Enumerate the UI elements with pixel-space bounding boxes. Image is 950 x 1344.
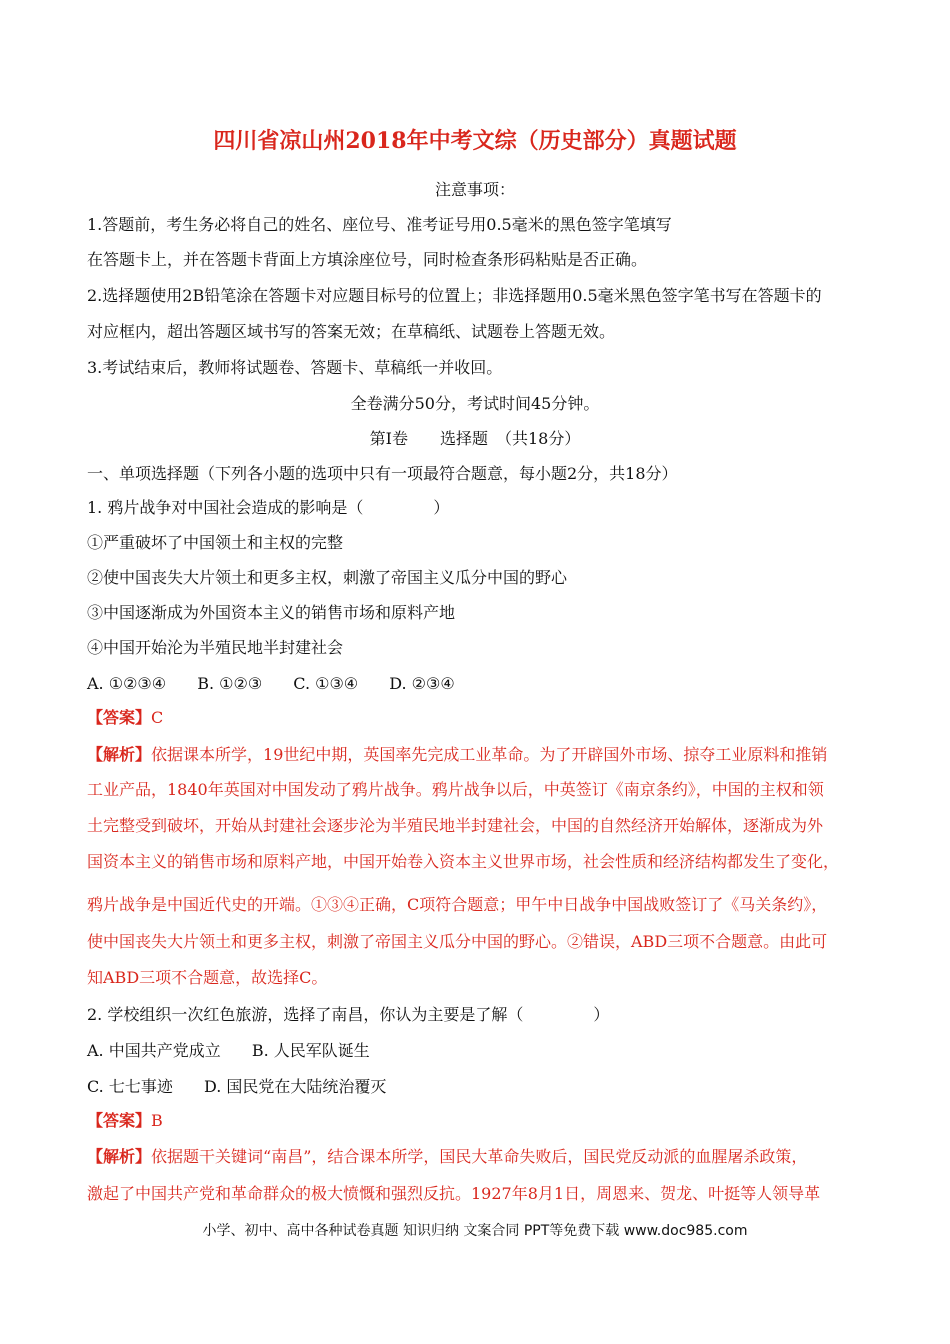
notice-item-3: 3.考试结束后，教师将试题卷、答题卡、草稿纸一并收回。 [87,358,503,377]
answer-value: B [151,1111,163,1130]
question-2-options-row-2 [87,1075,880,1099]
question-1-options [87,672,880,696]
question-1-analysis-line-3: 土完整受到破坏，开始从封建社会逐步沦为半殖民地半封建社会，中国的自然经济开始解体，逐渐成为外 [87,816,824,835]
answer-label: 【答案】 [87,708,152,727]
question-1-stem [87,496,880,520]
notice-item-2-line-1: 2.选择题使用2B铅笔涂在答题卡对应题目标号的位置上；非选择题用0.5毫米黑色签字笔书写在答题卡的 [87,286,822,305]
question-2-option-d: D. 国民党在大陆统治覆灭 [203,1077,387,1096]
question-1-analysis-line-1 [87,743,880,767]
question-1-option-a: A. ①②③④ [87,674,167,693]
notice-item-2-line-2: 对应框内，超出答题区域书写的答案无效；在草稿纸、试题卷上答题无效。 [87,322,616,341]
notice-item-1-line-2: 在答题卡上，并在答题卡背面上方填涂座位号，同时检查条形码粘贴是否正确。 [87,250,648,269]
question-1-option-b: B. ①②③ [197,674,263,693]
question-2-option-c: C. 七七事迹 [87,1077,173,1096]
question-1-option-d: D. ②③④ [389,674,455,693]
page-title: 四川省凉山州2018年中考文综（历史部分）真题试题 [213,128,737,154]
question-1-stem-text: 1. 鸦片战争对中国社会造成的影响是（ [87,498,364,517]
question-2-stem [87,1003,880,1027]
analysis-label: 【解析】 [87,1147,152,1166]
question-1-option-c: C. ①③④ [293,674,359,693]
question-1-analysis-line-2: 工业产品，1840年英国对中国发动了鸦片战争。鸦片战争以后，中英签订《南京条约》，中国的主权和领 [87,780,824,799]
question-1-answer [87,706,880,730]
question-1-item-4: ④中国开始沦为半殖民地半封建社会 [87,638,344,657]
notice-heading: 注意事项： [434,180,515,199]
question-2-option-a: A. 中国共产党成立 [87,1041,221,1060]
analysis-text: 依据课本所学，19世纪中期，英国率先完成工业革命。为了开辟国外市场、掠夺工业原料和推销 [151,745,828,764]
question-1-stem-close: ） [433,498,450,517]
section-heading: 第Ⅰ卷 选择题 （共18分） [369,429,581,448]
answer-label: 【答案】 [87,1111,152,1130]
notice-item-1-line-1: 1.答题前，考生务必将自己的姓名、座位号、准考证号用0.5毫米的黑色签字笔填写 [87,215,672,234]
question-2-analysis-line-1 [87,1145,880,1169]
question-1-analysis-line-6: 使中国丧失大片领土和更多主权，刺激了帝国主义瓜分中国的野心。②错误，ABD三项不合题意。由此可 [87,932,828,951]
analysis-label: 【解析】 [87,745,152,764]
page-footer: 小学、初中、高中各种试卷真题 知识归纳 文案合同 PPT等免费下载 www.doc985.com [202,1223,748,1239]
question-2-stem-text: 2. 学校组织一次红色旅游，选择了南昌，你认为主要是了解（ [87,1005,524,1024]
answer-value: C [151,708,164,727]
question-2-stem-close: ） [593,1005,610,1024]
question-2-option-b: B. 人民军队诞生 [251,1041,370,1060]
question-2-options-row-1 [87,1039,880,1063]
question-1-analysis-line-7: 知ABD三项不合题意，故选择C。 [87,968,328,987]
question-1-item-1: ①严重破坏了中国领土和主权的完整 [87,533,344,552]
analysis-text: 依据题干关键词“南昌”，结合课本所学，国民大革命失败后，国民党反动派的血腥屠杀政策， [151,1147,808,1166]
question-1-item-2: ②使中国丧失大片领土和更多主权，刺激了帝国主义瓜分中国的野心 [87,568,568,587]
question-1-analysis-line-5: 鸦片战争是中国近代史的开端。①③④正确，C项符合题意；甲午中日战争中国战败签订了《马关条约》， [87,895,828,914]
question-2-answer [87,1109,880,1133]
question-2-analysis-line-2: 激起了中国共产党和革命群众的极大愤慨和强烈反抗。1927年8月1日，周恩来、贺龙、叶挺等人领导革 [87,1184,821,1203]
section-instruction: 一、单项选择题（下列各小题的选项中只有一项最符合题意，每小题2分，共18分） [87,464,678,483]
score-time-note: 全卷满分50分，考试时间45分钟。 [350,394,600,413]
question-1-item-3: ③中国逐渐成为外国资本主义的销售市场和原料产地 [87,603,456,622]
question-1-analysis-line-4: 国资本主义的销售市场和原料产地，中国开始卷入资本主义世界市场，社会性质和经济结构都发生了变化， [87,852,840,871]
